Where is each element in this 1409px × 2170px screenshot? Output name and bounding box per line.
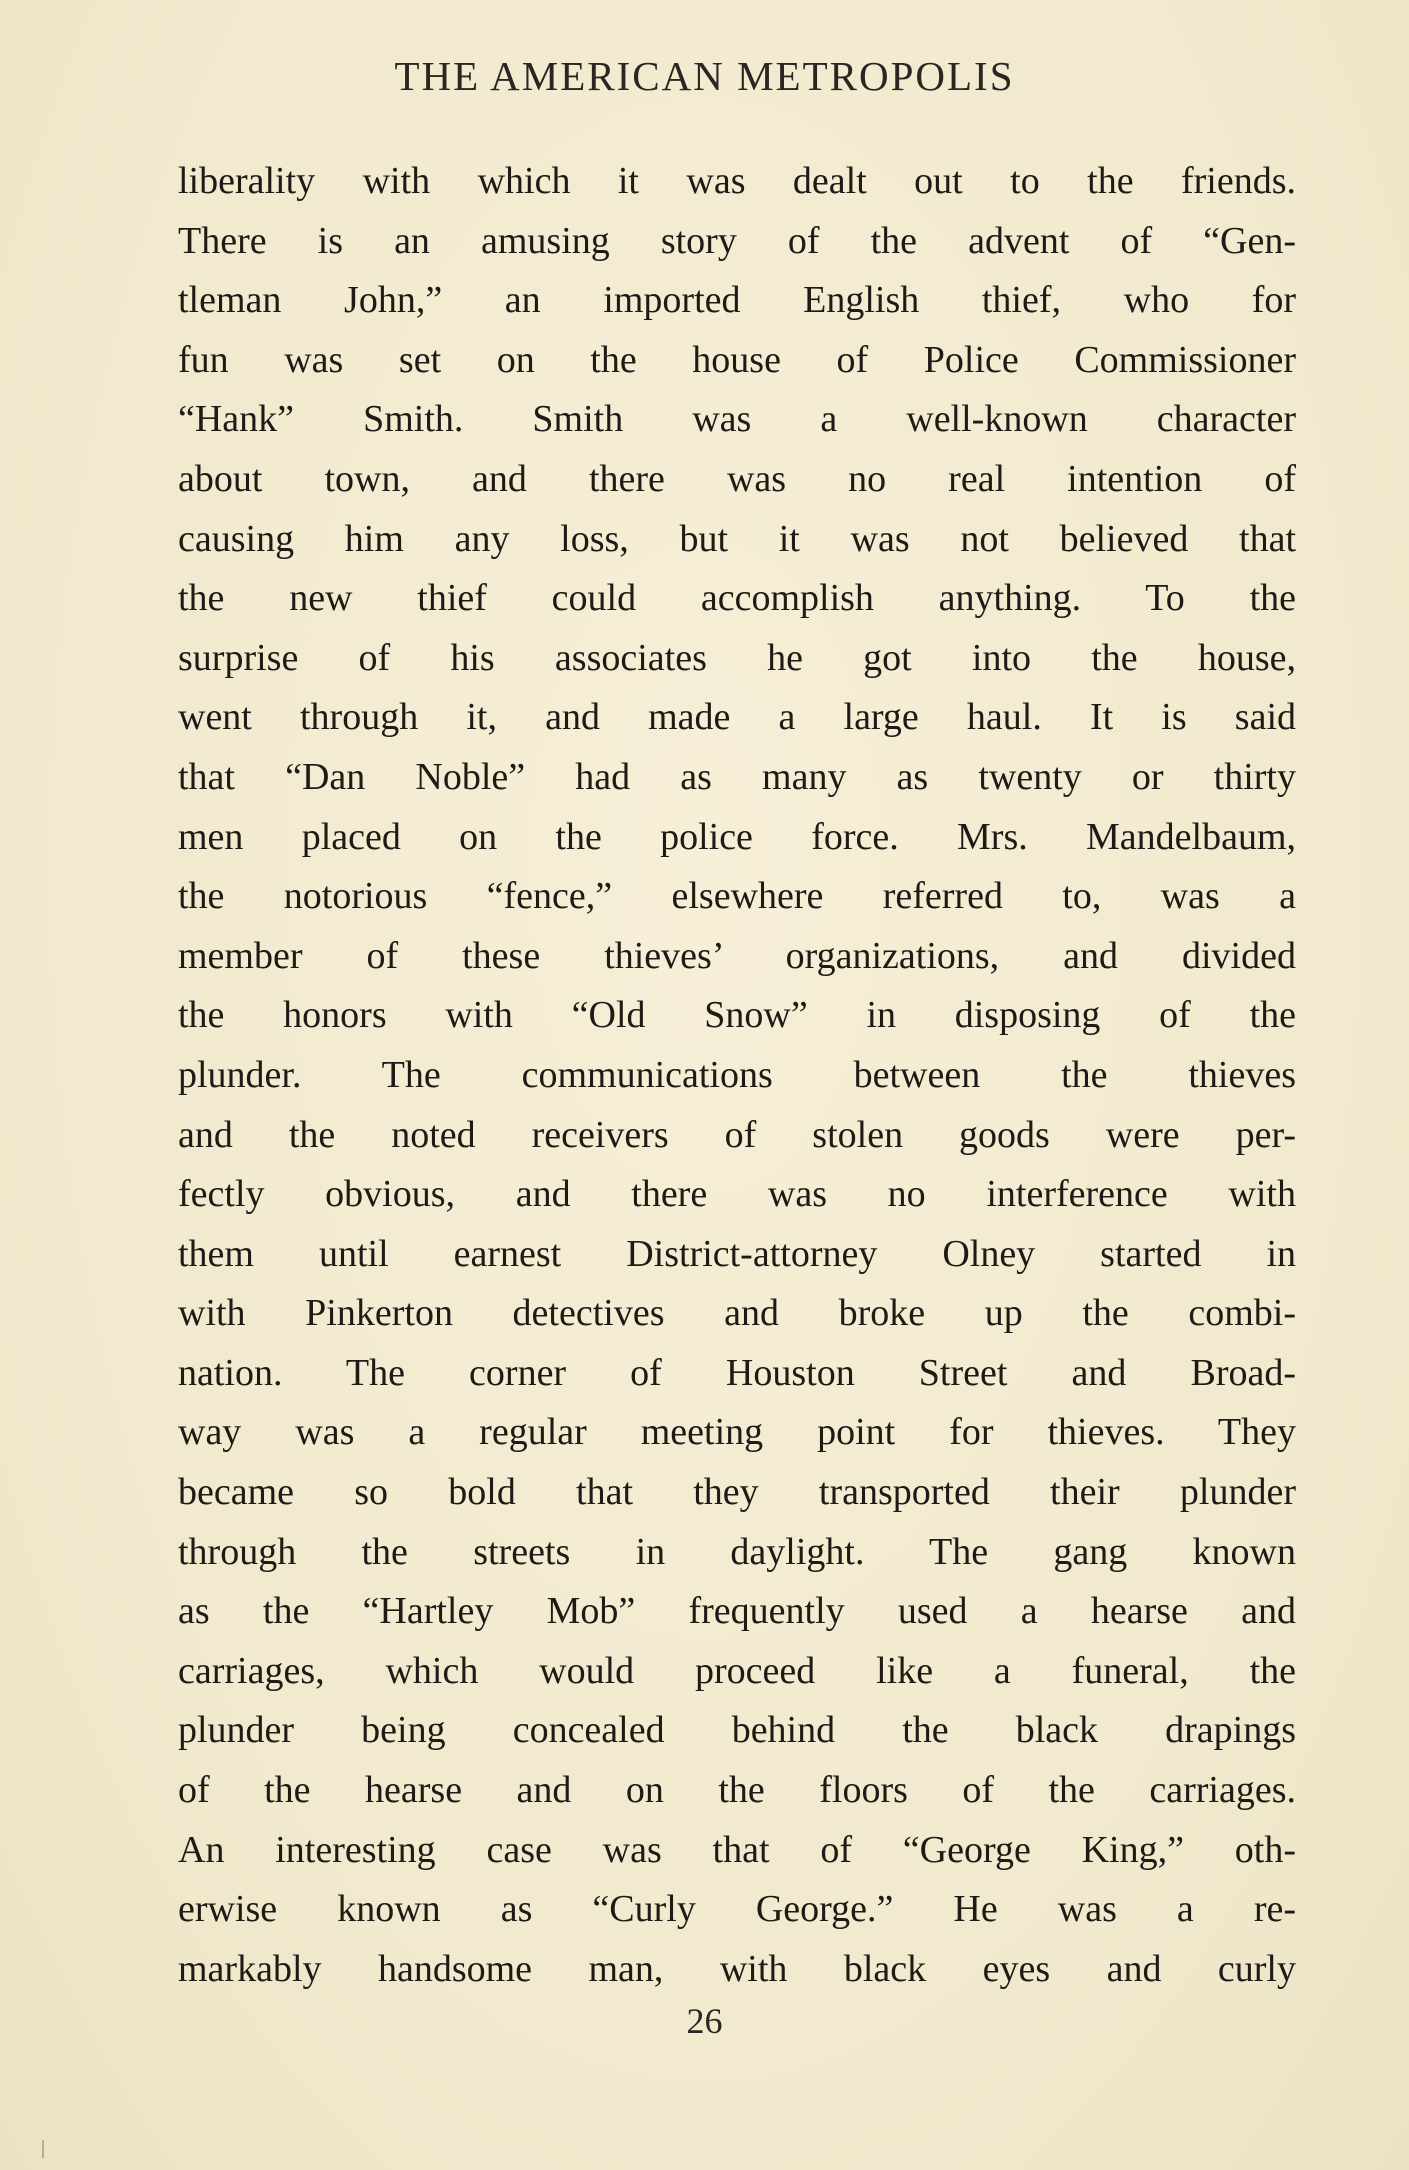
text-line: fun was set on the house of Police Commissioner	[178, 338, 1296, 381]
text-line: became so bold that they transported their plunder	[178, 1471, 1296, 1514]
text-line: and the noted receivers of stolen goods were per-	[178, 1113, 1296, 1156]
text-line: tleman John,” an imported English thief, who for	[178, 279, 1296, 322]
text-line: as the “Hartley Mob” frequently used a hearse and	[178, 1590, 1296, 1633]
text-line: member of these thieves’ organizations, and divided	[178, 934, 1296, 977]
page-number: 26	[686, 2001, 723, 2041]
text-line: the notorious “fence,” elsewhere referred to, was a	[178, 875, 1296, 918]
text-line: the honors with “Old Snow” in disposing of the	[178, 994, 1296, 1037]
text-line: markably handsome man, with black eyes and curly	[178, 1947, 1296, 1990]
text-line: liberality with which it was dealt out to the friends.	[178, 160, 1296, 202]
text-line: carriages, which would proceed like a funeral, the	[178, 1649, 1296, 1692]
text-line: fectly obvious, and there was no interference with	[178, 1173, 1296, 1216]
text-line: with Pinkerton detectives and broke up the combi-	[178, 1292, 1296, 1335]
text-line: surprise of his associates he got into the house,	[178, 636, 1296, 679]
text-line: plunder. The communications between the thieves	[178, 1053, 1296, 1096]
text-line: that “Dan Noble” had as many as twenty or thirty	[178, 755, 1296, 798]
text-line: went through it, and made a large haul. It is said	[178, 696, 1296, 739]
text-line: plunder being concealed behind the black drapings	[178, 1709, 1296, 1752]
text-line: An interesting case was that of “George King,” oth-	[178, 1828, 1296, 1871]
text-line: about town, and there was no real intention of	[178, 457, 1296, 500]
running-head: THE AMERICAN METROPOLIS	[394, 53, 1015, 99]
text-line: of the hearse and on the floors of the carriages.	[178, 1769, 1296, 1812]
text-line: erwise known as “Curly George.” He was a re-	[178, 1888, 1296, 1931]
text-line: them until earnest District-attorney Olney started in	[178, 1232, 1296, 1275]
text-line: men placed on the police force. Mrs. Mandelbaum,	[178, 815, 1296, 858]
body-text	[178, 152, 1296, 1999]
text-line: There is an amusing story of the advent of “Gen-	[178, 219, 1296, 262]
text-line: “Hank” Smith. Smith was a well-known character	[178, 398, 1296, 441]
text-line: through the streets in daylight. The gang known	[178, 1530, 1296, 1573]
text-line: causing him any loss, but it was not believed that	[178, 517, 1296, 560]
text-line: the new thief could accomplish anything. To the	[178, 577, 1296, 620]
text-line: nation. The corner of Houston Street and Broad-	[178, 1351, 1296, 1394]
paper-edge-mark	[42, 2140, 44, 2158]
text-line: way was a regular meeting point for thieves. They	[178, 1411, 1296, 1454]
